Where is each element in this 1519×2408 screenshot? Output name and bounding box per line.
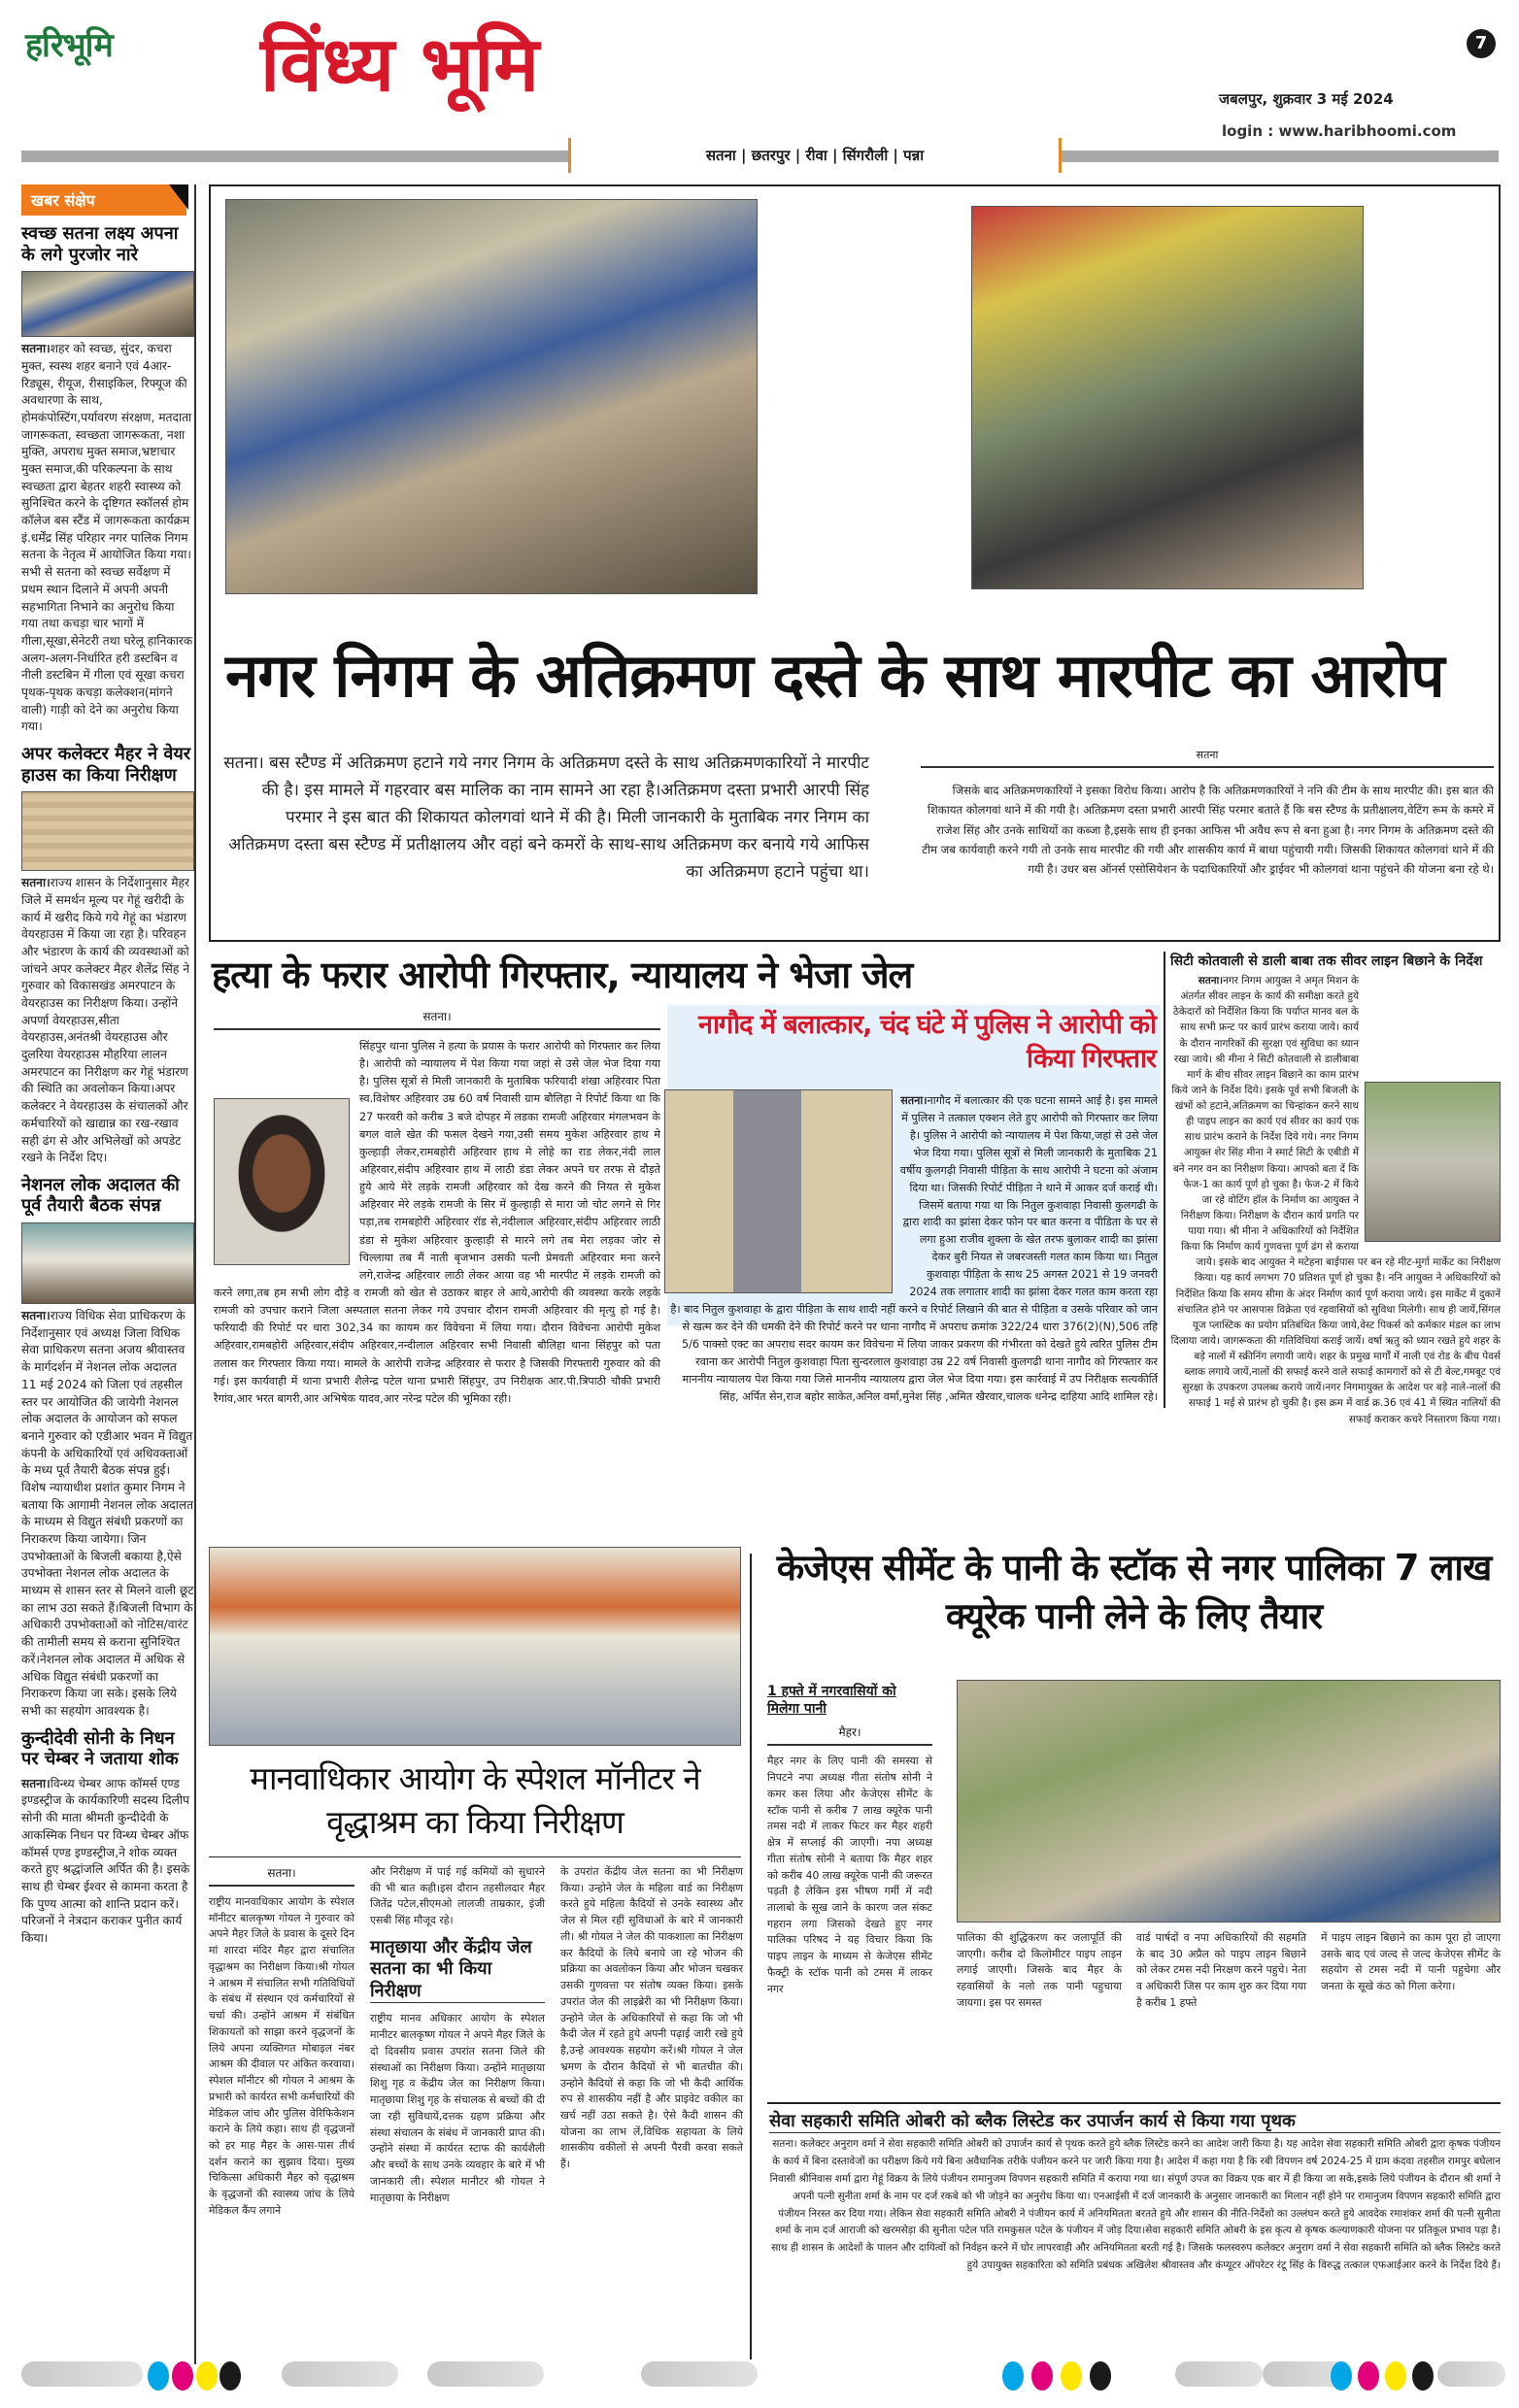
lead-paragraph: सतना। बस स्टैण्ड में अतिक्रमण हटाने गये नगर निगम के अतिक्रमण दस्ते के साथ अतिक्रमणकारियों ने मारपीट की है। इस मामले में गहरवार बस मालिक का नाम सामने आ रहा है।अतिक्रमण दस्ता प्रभारी आरपी सिंह परमार ने इस बात की शिकायत कोलगवां थाने में की है। मिली जानकारी के मुताबिक नगर निगम का अतिक्रमण दस्ता बस स्टैण्ड में प्रतीक्षालय और वहां बने कमरों के साथ-साथ अतिक्रमण कर बनाये गये आफिस का अतिक्रमण हटाने पहुंचा था। <box>223 753 869 883</box>
city-list: सतना | छतरपुर | रीवा | सिंगरौली | पन्ना <box>568 138 1062 173</box>
nagod-body: सतना।नागौद में बलात्कार की एक घटना सामने आई है। इस मामले में पुलिस ने तत्काल एक्शन लेते हुए आरोपी को गिरफ्तार कर लिया है। पुलिस ने आरोपी को न्यायालय में पेश किया,जहां से उसे जेल भेज दिया गया। पुलिस सूत्रों से मिली जानकारी के मुताबिक 21 वर्षीय कुलगढ़ी निवासी पीड़िता के साथ आरोपी ने घटना को अंजाम दिया था। जिसकी रिपोर्ट पीड़िता ने थाने में आकर दर्ज कराई थी। जिसमें बताया गया था कि नितुल कुशवाहा निवासी कुलगढी के द्वारा शादी का झांसा देकर फोन पर बात करना व पीडिता के घर से लगा हुआ राजीव शुक्ला के खेत तरफ बुलाकर शादी का झांसा देकर बुरी नियत से जबरजस्ती गलत काम किया था। नितुल कुशवाहा पीड़िता के साथ 25 अगस्त 2021 से 19 जनवरी 2024 तक लगातार शादी का झांसा देकर गलत काम करता रहा है। बाद नितुल कुशवाहा के द्वारा पीड़िता के साथ शादी नहीं करने व रिपोर्ट लिखाने की बात से पीड़िता व उसके परिवार को जान से खत्म कर देने की धमकी देने की रिपोर्ट करने पर थाना नागौद में अपराध क्रमांक 322/24 धारा 376(2)(N),506 तहि 5/6 पाक्सो एक्ट का अपराध सदर कायम कर विवेचना में लिया जाकर प्रकरण की गंभीरता को देखते हुये त्वरित पुलिस टीम रवाना कर आरोपी नितुल कुशवाहा पिता सुन्दरलाल कुशवाहा उम्र 22 वर्ष निवासी कुलगढी थाना नागौद को गिरफ्तार कर माननीय न्यायालय पेश किया गया जिसे माननीय न्यायालय द्वारा जेल भेज दिया गया। इस कार्रवाई में उप निरीक्षक सत्यकीर्ति सिंह, अर्पित सेन,राज बहोर साकेत,अनिल वर्मा,मुनेश सिंह ,अमित खैरवार,चालक धनेन्द्र दाहिया आदि शामिल रहे। <box>670 1094 1158 1403</box>
header-rule-left <box>21 150 570 162</box>
lead-headline: नगर निगम के अतिक्रमण दस्ते के साथ मारपीट का आरोप <box>225 640 1444 711</box>
brief-body: सतना।विन्ध्य चेम्बर आफ कॉमर्स एण्ड इण्डस्ट्रीज के कार्यकारिणी सदस्य दिलीप सोनी की माता श्रीमती कुन्दीदेवी के आकस्मिक निधन पर विन्ध्य चेम्बर ऑफ कॉमर्स एण्ड इण्डस्ट्रीज,ने शोक व्यक्त करते हुए श्रद्धांजलि अर्पित की है। इसके साथ ही चेम्बर ईश्वर से कामना करता है कि पुण्य आत्मा को शान्ति प्रदान करें। परिजनों ने नेत्रदान कराकर पुनीत कार्य किया। <box>21 1776 190 1945</box>
brief-story <box>21 223 194 736</box>
brief-headline: स्वच्छ सतना लक्ष्य अपना के लगे पुरजोर नारे <box>21 223 179 265</box>
lead-photo-1 <box>225 199 758 594</box>
issue-dateline: जबलपुर, शुक्रवार 3 मई 2024 <box>1219 90 1394 108</box>
brief-headline: नेशनल लोक अदालत की पूर्व तैयारी बैठक संपन्न <box>21 1174 180 1217</box>
brief-story <box>21 1728 194 1948</box>
website-link[interactable]: login : www.haribhoomi.com <box>1222 122 1457 140</box>
lead-side-dateline: सतना <box>921 748 1494 768</box>
nagod-headline: नागौद में बलात्कार, चंद घंटे में पुलिस ने आरोपी को किया गिरफ्तार <box>697 1010 1156 1075</box>
brief-body: सतना।राज्य शासन के निर्देशानुसार मैहर जिले में समर्थन मूल्य पर गेहूं खरीदी के कार्य में खरीद किये गये गेहूं का भंडारण वेयरहाउस में किया जा रहा है। परिवहन और भंडारण के कार्य की व्यवस्थाओं को जांचने अपर कलेक्टर मैहर शैलेंद्र सिंह ने गुरुवार को विकासखंड अमरपाटन के वेयरहाउस का निरीक्षण किया। उन्होंने अपर्णा वेयरहाउस,सीता वेयरहाउस,अनंतश्री वेयरहाउस और दुलरिया वेयरहाउस मौहरिया लालन अमरपाटन का निरीक्षण कर गेहूं भंडारण की स्थिति का अवलोकन किया।अपर कलेक्टर ने वेयरहाउस के संचालकों और कर्मचारियों को खाद्यान्न का रख-रखाव सही ढंग से और अभिलेखों को अपडेट रखने के निर्देश दिए। <box>21 876 189 1165</box>
lead-side-body: जिसके बाद अतिक्रमणकारियों ने इसका विरोध किया। आरोप है कि अतिक्रमणकारियों ने ननि की टीम के साथ मारपीट की। इस बात की शिकायत कोलगवां थाने में की गयी है। अतिक्रमण दस्ता प्रभारी आरपी सिंह परमार बताते हैं कि बस स्टैण्ड के प्रतीक्षालय,वेटिंग रूम के कमरे में राजेश सिंह और उनके साथियों का कब्जा है,इसके साथ ही इनका आफिस भी अवैध रूप से बना हुआ है। नगर निगम के अतिक्रमण दस्ते की टीम जब कार्यवाही करने गयी तो उनके साथ मारपीट की गयी और शासकीय कार्य में बाधा पहुंचायी गयी। जिसकी शिकायत कोलगवां थाने में की गयी है। उधर बस ऑनर्स एसोसियेशन के पदाधिकारियों और ड्राईवर भी कोलगवां थाना पहुंचने की योजना बना रहे थे। <box>922 784 1494 877</box>
brief-story <box>21 1175 194 1721</box>
page-number-badge: 7 <box>1467 29 1496 58</box>
column-rule <box>750 1554 752 2359</box>
lead-photo-2 <box>971 206 1364 589</box>
brief-photo <box>21 791 194 871</box>
header-rule-right <box>1062 150 1499 162</box>
nhrc-col3: के उपरांत केंद्रीय जेल सतना का भी निरीक्षण किया। उन्होने जेल के महिला वार्ड का निरीक्षण करते हुये महिला कैदियों से उनके स्वास्थ्य और जेल से मिल रहीं सुविधाओं के बारे में जानकारी ली। श्री गोयल ने जेल की पाकशाला का निरीक्षण कर कैदियों के लिये बनाये जा रहे भोजन की प्रक्रिया का अवलोकन किया और भोजन चखकर उसकी गुणवत्ता पर संतोष व्यक्त किया। इसके उपरांत जेल की लाइब्रेरी का भी निरीक्षण किया। उन्होने जेल के अधिकारियों से कहा कि जो भी कैदी जेल में रहते हुये अपनी पढ़ाई जारी रखे हुये है,उन्हे आवश्यक सहयोग करें।श्री गोयल ने जेल भ्रमण के दौरान कैदियों से भी बातचीत की। उन्होने कैदियों से कहा कि जो भी कैदी आर्थिक रुप से शासकीय नहीं है और प्राइवेट वकील का खर्च नहीं उठा सकते है। ऐसे कैदी शासन की योजना का लाभ लें,विधिक सहायता के लिये शासकीय वकीलों से अपनी पैरवी करवा सकते हैं। <box>560 1865 743 2171</box>
news-briefs-column <box>21 184 196 2364</box>
headline-rule <box>209 1856 741 1857</box>
water-headline: केजेएस सीमेंट के पानी के स्टॉक से नगर पालिका 7 लाख क्यूरेक पानी लेने के लिए तैयार <box>776 1547 1492 1637</box>
nhrc-headline: मानवाधिकार आयोग के स्पेशल मॉनीटर ने वृद्धाश्रम का किया निरीक्षण <box>250 1759 700 1841</box>
nhrc-col2: और निरीक्षण में पाई गई कमियों को सुधारने की भी बात कही।इस दौरान तहसीलदार मैहर जितेंद्र पटेल,सीएमओ लालजी ताम्रकार, इंजी एसबी सिंह मौजूद रहे। मातृछाया और केंद्रीय जेल सतना का भी किया निरीक्षण राष्ट्रीय मानव अधिकार आयोग के स्पेशल मानीटर बालकृष्ण गोयल ने अपने मैहर जिले के दो दिवसीय प्रवास उपरांत सतना जिले की संस्थाओं का निरीक्षण किया। उन्होंने मातृछाया शिशु गृह व केंद्रीय जेल का निरीक्षण किया। मातृछाया शिशु गृह के संचालक से बच्चों की दी जा रही सुविधायें,दत्तक ग्रहण प्रक्रिया और संस्था संचालन के संबंध में जानकारी प्राप्त की। उन्होंने संस्था में कार्यरत स्टाफ की कार्यशैली और बच्चों के साथ उनके व्यवहार के बारे में भी जानकारी ली। स्पेशल मानीटर श्री गोयल ने मातृछाया के निरीक्षण <box>370 1865 545 2204</box>
water-col1: 1 हफ्ते में नगरवासियों को मिलेगा पानी मैहर। मैहर नगर के लिए पानी की समस्या से निपटने नपा अध्यक्ष गीता संतोष सोनी ने कमर कस लिया और केजेएस सीमेंट के स्टॉक पानी से करीब 7 लाख क्यूरेक पानी तमस नदी में लाकर फिटर कर मैहर शहरी क्षेत्र में सप्लाई की जाएगी। नपा अध्यक्ष गीता संतोष सोनी ने बताया कि मैहर शहर को करीब 40 लाख क्यूरेक पानी की जरूरत पड़ती है लेकिन इस भीषण गर्मी में नदी तालाबो के सूख जाने के कारण जल संकट गहरान लगा जिसको देखते हुए नगर पालिका परिषद ने यह विचार किया कि पाइप लाइन के माध्यम से केजेएस सीमेंट फैक्ट्री के स्टॉक पानी को टमस में लाकर नगर <box>767 1684 932 1995</box>
brief-body: सतना।राज्य विधिक सेवा प्राधिकरण के निर्देशानुसार एवं अध्यक्ष जिला विधिक सेवा प्राधिकरण सतना अजय श्रीवास्तव के मार्गदर्शन में नेशनल लोक अदालत 11 मई 2024 को जिला एवं तहसील स्तर पर आयोजित की जायेगी नेशनल लोक अदालत के आयोजन को सफल बनाने गुरुवार को एडीआर भवन में विद्युत कंपनी के अधिकारियों एवं अधिवक्ताओं के मध्य पूर्व तैयारी बैठक संपन्न हुई। विशेष न्यायाधीश प्रशांत कुमार निगम ने बताया कि आगामी नेशनल लोक अदालत के माध्यम से विद्युत संबंधी प्रकरणों का निराकरण किया जायेगा। जिन उपभोक्ताओं के बिजली बकाया है,ऐसे उपभोक्ता नेशनल लोक अदालत के माध्यम से शासन स्तर से मिलने वाली छूट का लाभ उठा सकते हैं।बिजली विभाग के अधिकारी उपभोक्ताओं को नोटिस/वारंट की तामीली समय से कराना सुनिश्चित करें।नेशनल लोक अदालत में अधिक से अधिक विद्युत संबंधी प्रकरणों का निराकरण किया जा सके। इसके लिये सभी का सहयोग आवश्यक है। <box>21 1309 194 1718</box>
column-rule <box>1164 952 1165 1408</box>
brief-headline: अपर कलेक्टर मैहर ने वेयर हाउस का किया निरीक्षण <box>21 744 191 786</box>
murder-headline: हत्या के फरार आरोपी गिरफ्तार, न्यायालय ने भेजा जेल <box>212 953 913 996</box>
sewer-inspection-photo <box>1365 1082 1501 1242</box>
murder-dateline: सतना। <box>214 1008 660 1030</box>
section-title: विंध्य भूमि <box>260 21 539 109</box>
murder-accused-photo <box>214 1098 350 1265</box>
sewer-body: सतना।नगर निगम आयुक्त ने अमृत मिशन के अंतर्गत सीवर लाइन के कार्य की समीक्षा करते हुये ठेकेदारों को निर्देशित किया कि पर्याप्त मानव बल के साथ सभी फ्रन्ट पर कार्य प्रारंभ कराया जाये। कार्य के दौरान नागरिकों की सुरक्षा एवं सुविधा का ध्यान रखा जाये। श्री मीना ने सिटी कोतवाली से डालीबाबा मार्ग के बीच सीवर लाइन बिछाने का काम प्रारंभ किये जाने के निर्देश दिये। इसके पूर्व सभी बिजली के खंभों को हटाने,अतिक्रमण का चिन्हांकन करने साथ ही पाइप लाइन का कार्य एवं सीवर का कार्य एक साथ प्रारंभ कराने के निर्देश दिये गये। नगर निगम आयुक्त शेर सिंह मीना ने स्मार्ट सिटी के एबीडी में बने नगर वन का निरीक्षण किया। आपको बता दें कि फेज-1 का कार्य पूर्ण हो चुका है। फेज-2 में किये जा रहे वोटिंग हॉल के निर्माण का आयुक्त ने निरीक्षण किया। निरीक्षण के दौरान कार्य प्रगति पर पाया गया। श्री मीना ने अधिकारियों को निर्देशित किया कि निर्माण कार्य गुणवत्ता पूर्ण ढंग से कराया जाये। इसके बाद आयुक्त ने मटेहना बाईपास पर बन रहे मीट-मुर्गा मार्केट का निरीक्षण किया। यह कार्य लगभग 70 प्रतिशत पूर्ण हो चुका है। ननि आयुक्त ने अधिकारियों को निर्देशित किया कि समय सीमा के अंदर निर्माण कार्य पूर्ण कराया जाये। इस मार्केट में दुकानें संचालित होने पर आसपास विक्रेता एवं रहवासियों को सुविधा मिलेगी। साथ ही जायें,सिंगल यूज प्लास्टिक का प्रयोग प्रतिबंधित किया जाये,वेस्ट पिकर्स को कर्मकार मंडल का लाभ दिलाया जाये। जागरूकता की गतिविधियां कराई जायें। वर्षा ऋतु को ध्यान रखते हुये शहर के बड़े नालों में स्क्रीनिंग लगायी जाये। शहर के प्रमुख मार्गों में नाली एवं रोड के बीच पेवर्स ब्लाक लगाये जायें,नालों की सफाई करने वाले सफाई कामगारों को से टी बेल्ट,गमबूट एवं सुरक्षा के उपकरण उपलब्ध कराये जायें।नगर निगमायुक्त के आदेश पर बड़े नाले-नालों की सफाई 1 मई से प्रारंभ हो चुकी है। इस क्रम में वार्ड क्र.36 एवं 41 में स्थित नालियों की सफाई कराकर कचरे निस्तारण किया गया। <box>1170 975 1501 1425</box>
water-col3: वार्ड पार्षदों व नपा अधिकारियों की सहमति के बाद 30 अप्रैल को पाइप लाइन बिछाने को लेकर टमस नदी निरक्षण करने पहुचे। नेता व अधिकारी जिस पर काम शुरु कर दिया गया है करीब 1 हफ्ते <box>1136 1931 1306 2009</box>
river-inspection-photo <box>957 1680 1501 1923</box>
coop-body: सतना। कलेक्टर अनुराग वर्मा ने सेवा सहकारी समिति ओबरी को उपार्जन कार्य से पृथक करते हुये ब्लैक लिस्टेड करने का आदेश जारी किया है। यह आदेश सेवा सहकारी समिति ओबरी द्वारा कृषक पंजीयन के कार्य में बिना दस्तावेजों का परीक्षण किये गये बिना अवैधानिक तरीके पंजीयन करने पर जारी किया गया है। आदेश में कहा गया है कि रबी विपणन वर्ष 2024-25 में ग्राम कंदवा तहसील रामपुर बघेलान निवासी श्रीनिवास शर्मा द्वारा गेहूं विक्रय के लिये पंजीयन रामानुजम विपणन सहकारी समिति में कराया गया था। संपूर्ण उपज का विक्रय एक बार में ही किया जा सके,इसके लिये पंजीयन के दौरान श्री शर्मा ने अपनी पत्नी सुनीता शर्मा के नाम पर दर्ज रकबे को भी जोड़ने का अनुरोध किया था। एनआईसी में दर्ज जानकारी के अनुसार जानकारी का मिलान नहीं होने पर रामानुजम विपणन सहकारी समिति द्वारा पंजीयन निरस्त कर दिया गया। लेकिन सेवा सहकारी समिति ओबरी ने पंजीयन कार्य में अनियमितता बरतते हुये और शासन की नीति-निर्देशो का उल्लंघन करते हुये आवदेक रमाशंकर शर्मा की पत्नी सुनीता शर्मा के नाम दर्ज आराजी को खरमसेड़ा की सुनीता पटेल पति रामकुसल पटेल के पंजीयन में जोड़ दिया।सेवा सहकारी समिति ओबरी के इस कृत्य से कृषक कल्याणकारी योजना पर प्रतिकूल प्रभाव पड़ा है।साथ ही शासन के आदेशों के पालन और दायित्वों को निर्वहन करने में घोर लापरवाही और अनियमितता बरती गई है। जिसके फलस्वरुप कलेक्टर अनुराग वर्मा ने सेवा सहकारी समिति को ब्लैक लिस्टेड करते हुये उपायुक्त सहकारिता को समिति प्रबंधक अखिलेश श्रीवास्तव और कंप्यूटर ऑपरेटर रंटू सिंह के विरुद्ध तत्काल एफआईआर करने के निर्देश दिये हैं। <box>769 2138 1501 2272</box>
news-briefs-tag: खबर संक्षेप <box>21 184 186 216</box>
water-col4: में पाइप लाइन बिछाने का काम पूरा हो जाएगा उसके बाद एवं जल्द से जल्द केजेएस सीमेंट के सहयोग से टमस नदी में पानी पहुचेगा और जनता के सूखे कंठ को गिला करेगा। <box>1321 1931 1501 1993</box>
nhrc-col1: सतना। राष्ट्रीय मानवाधिकार आयोग के स्पेशल मॉनीटर बालकृष्ण गोयल ने गुरुवार को अपने मैहर जिले के प्रवास के दूसरे दिन मां शारदा मंदिर मैहर द्वारा संचालित वृद्धाश्रम का निरीक्षण किया।श्री गोयल ने आश्रम में संचालित सभी गतिविधियों के संबंध में संस्थान एवं कर्मचारियों से चर्चा की। उन्होंने आश्रम में संबंधित शिकायतों को साझा करने वृद्धजनों के लिये अपना व्यक्तिगत मोबाइल नंबर आश्रम की दीवाल पर अंकित करवाया। स्पेशल मॉनीटर श्री गोयल ने आश्रम के प्रभारी को कार्यरत सभी कर्मचारियों की मेडिकल जांच और पुलिस वेरिफिकेशन कराने के लिये कहा। साथ ही वृद्धजनों को हर माह मैहर के आस-पास तीर्थ दर्शन कराने का सुझाव दिया। मुख्य चिकित्सा अधिकारी मैहर को वृद्धाश्रम के वृद्धजनों की स्वास्थ्य जांच के लिये मेडिकल कैंप लगाने <box>209 1866 354 2217</box>
brand-logo: हरिभूमि <box>25 26 113 65</box>
murder-story <box>214 1008 660 1408</box>
brief-photo <box>21 271 194 337</box>
brief-story <box>21 744 194 1167</box>
water-subheadline: 1 हफ्ते में नगरवासियों को मिलेगा पानी <box>767 1684 896 1718</box>
sewer-headline: सिटी कोतवाली से डाली बाबा तक सीवर लाइन बिछाने के निर्देश <box>1170 953 1483 969</box>
water-col2: पालिका की शुद्धिकरण कर जलापूर्ति की जाएगी। करीब दो किलोमीटर पाइप लाइन लगाई जाएगी। जिसके बाद मैहर के रहवासियों के नलो तक पानी पहुचाया जायगा। इस पर समस्त <box>957 1931 1122 2009</box>
ashram-photo <box>209 1547 741 1746</box>
murder-body: सिंहपुर थाना पुलिस ने हत्या के प्रयास के फरार आरोपी को गिरफ्तार कर लिया है। आरोपी को न्यायालय में पेश किया गया जहां से उसे जेल भेज दिया गया है। पुलिस सूत्रों से मिली जानकारी के मुताबिक फरियादी शंखा अहिरवार पिता स्व.विशेषर अहिरवार उम्र 60 वर्ष निवासी ग्राम बौलिहा ने रिपोर्ट किया था कि 27 फरवरी को करीब 3 बजे दोपहर में लडका रामजी अहिरवार मंगलभवन के बगल वाले खेत की फसल देखने गया,उसी समय मुकेश अहिरवार हाथ मे कुल्हाड़ी लेकर,रामबहोरी अहिरवार हाथ मे लोहे का राड लेकर,नंदी लाल अहिरवार,संदीप अहिरवार हाथ में लाठी डंडा लेकर अपने घर तरफ से दौड़ते हुये आये मेरे लड़के रामजी अहिरवार को देख करने की नियत से मुकेश अहिरवार मेरे लड़के रामजी के सिर में कुल्हाड़ी से मारा जो चोट लगने से गिर पड़ा,तब रामबहोरी अहिरवार रॉड से,नंदीलाल अहिरवार,संदीप अहिरवार लाठी डंडा से मुकेश अहिरवार कुल्हाड़ी से मारने लगे तब मेरा लड़का जोर से चिल्लाया तब मैं नाती बृजभान उसकी पत्नी प्रेमवती अहिरवार मना करने लगे,राजेन्द्र अहिरवार लाठी लेकर आया वह भी मारपीट में लड़के रामजी को करने लगा,तब हम सभी लोग दौड़े व रामजी को खेत से उठाकर बाहर ले आये,आरोपी की व्यवस्था करके लड़के रामजी को उपचार कराने जिला अस्पताल सतना लेकर गये उपचार दौरान रामजी अहिरवार की मृत्यु हो गई है। फरियादी की रिपोर्ट पर धारा 302,34 का कायम कर विवेचना में लिया गया। दौरान विवेचना आरोपी मुकेश अहिरवार,रामबहोरी अहिरवार,संदीप अहिरवार,नन्दीलाल अहिरवार सभी निवासी बौलिहा थाना सिंहपुर को पता तलास कर गिरफ्तार किया गया। मामले के आरोपी राजेन्द्र अहिरवार से फरार है जिसकी गिरफ्तारी गुरुवार को की गई। इस कार्यवाही में थाना प्रभारी शैलेन्द्र पटेल थाना प्रभारी सिंहपुर, उप निरीक्षक आर.पी.त्रिपाठी चौकी प्रभारी रैगांव,आर भरत बागरी,आर अभिषेक यादव,आर नरेन्द्र पटेल की भूमिका रही। <box>214 1040 660 1405</box>
brief-headline: कुन्दीदेवी सोनी के निधन पर चेम्बर ने जताया शोक <box>21 1727 179 1770</box>
brief-photo <box>21 1222 194 1304</box>
water-dateline: मैहर। <box>767 1723 932 1746</box>
print-registration-marks <box>0 2361 1519 2391</box>
brief-body: सतना।शहर को स्वच्छ, सुंदर, कचरा मुक्त, स्वस्थ शहर बनाने एवं 4आर-रिड्यूस, रीयूज, रीसाइकिल, रिफ्यूज की अवधारणा के साथ, होमकंपोस्टिंग,पर्यावरण संरक्षण, मतदाता जागरूकता, स्वच्छता जागरूकता, नशा मुक्ति, अपराध मुक्त समाज,भ्रष्टाचार मुक्त समाज,की परिकल्पना के साथ स्वच्छता द्वारा बेहतर शहरी स्वास्थ्य को सुनिश्चित करने के दृष्टिगत स्कॉलर्स होम कॉलेज बस स्टैंड में जागरूकता कार्यक्रम इं.धर्मेंद्र सिंह परिहार नगर पालिक निगम सतना के नेतृत्व में आयोजित किया गया।सभी से सतना को स्वच्छ सर्वेक्षण में प्रथम स्थान दिलाने में अपनी अपनी सहभागिता निभाने का अनुरोध किया गया तथा कचड़ा चार भागों में गीला,सूखा,सेनेटरी तथा घरेलू हानिकारक अलग-अलग-निर्धारित हरी डस्टबिन व नीली डस्टबिन में गीला एवं सूखा कचरा पृथक-पृथक कचड़ा कलेक्शन(मांगने वाली) गाड़ी को देने का अनुरोध किया गया। <box>21 342 193 734</box>
jail-subheadline: मातृछाया और केंद्रीय जेल सतना का भी किया निरीक्षण <box>370 1937 545 2004</box>
nhrc-dateline: सतना। <box>209 1864 354 1887</box>
section-rule <box>767 2102 1501 2104</box>
coop-headline: सेवा सहकारी समिति ओबरी को ब्लैक लिस्टेड कर उपार्जन कार्य से किया गया पृथक <box>769 2109 1501 2133</box>
